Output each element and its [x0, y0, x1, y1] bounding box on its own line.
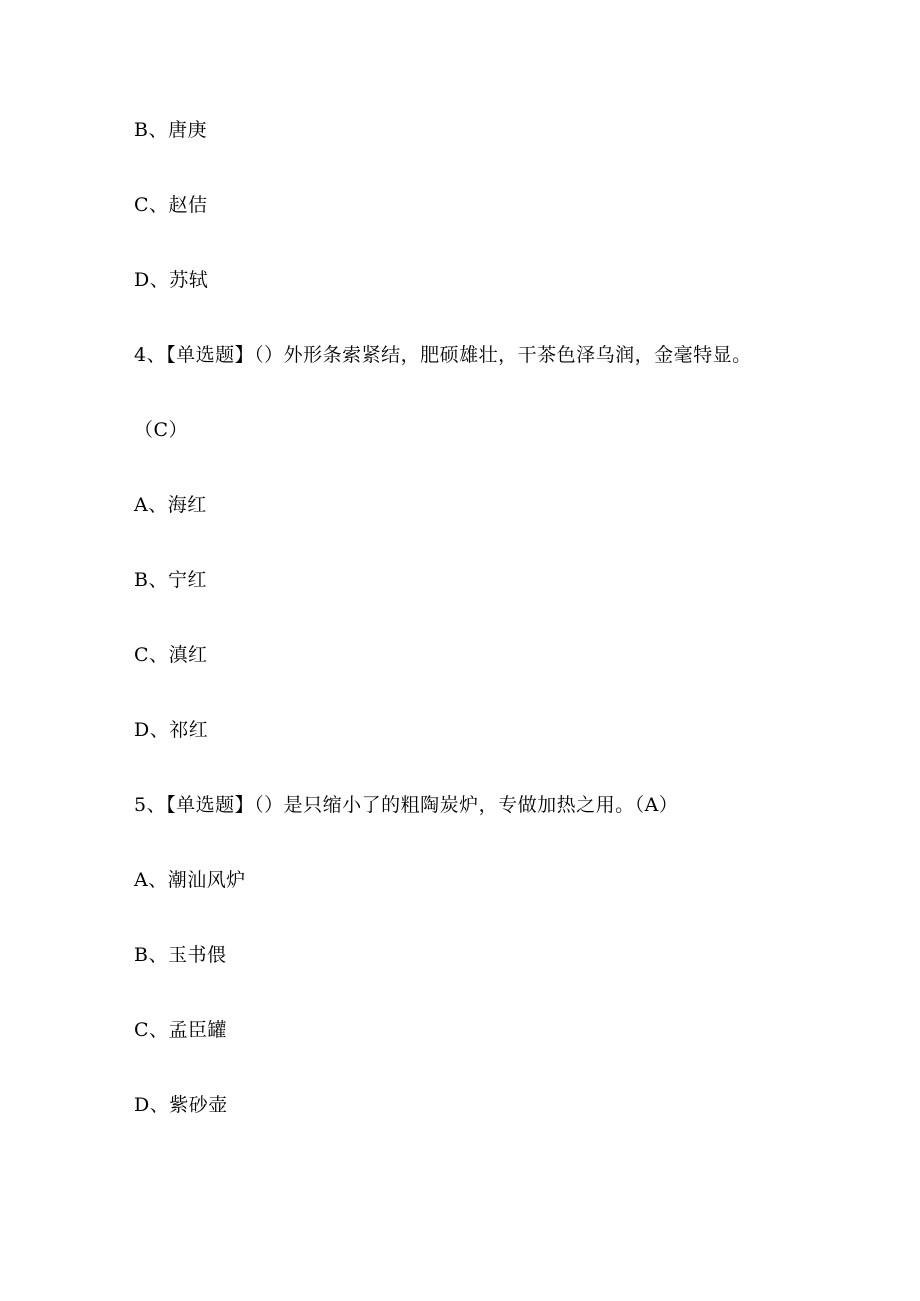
option-d-prev: D、苏轼 [134, 269, 209, 291]
question-4-option-b: B、宁红 [134, 569, 207, 591]
question-5-option-a: A、潮汕风炉 [134, 869, 246, 891]
question-4-option-c: C、滇红 [134, 644, 208, 666]
question-4-option-d: D、祁红 [134, 719, 209, 741]
question-5-stem: 5、【单选题】（）是只缩小了的粗陶炭炉，专做加热之用。（A） [134, 794, 679, 816]
question-4-stem: 4、【单选题】（）外形条索紧结，肥硕雄壮，干茶色泽乌润，金毫特显。 [134, 344, 752, 366]
option-c-prev: C、赵佶 [134, 194, 208, 216]
question-4-option-a: A、海红 [134, 494, 207, 516]
question-5-option-c: C、孟臣罐 [134, 1019, 228, 1041]
option-b-prev: B、唐庚 [134, 119, 207, 141]
question-4-answer: （C） [134, 419, 189, 441]
question-5-option-d: D、紫砂壶 [134, 1094, 228, 1116]
question-5-option-b: B、玉书偎 [134, 944, 227, 966]
